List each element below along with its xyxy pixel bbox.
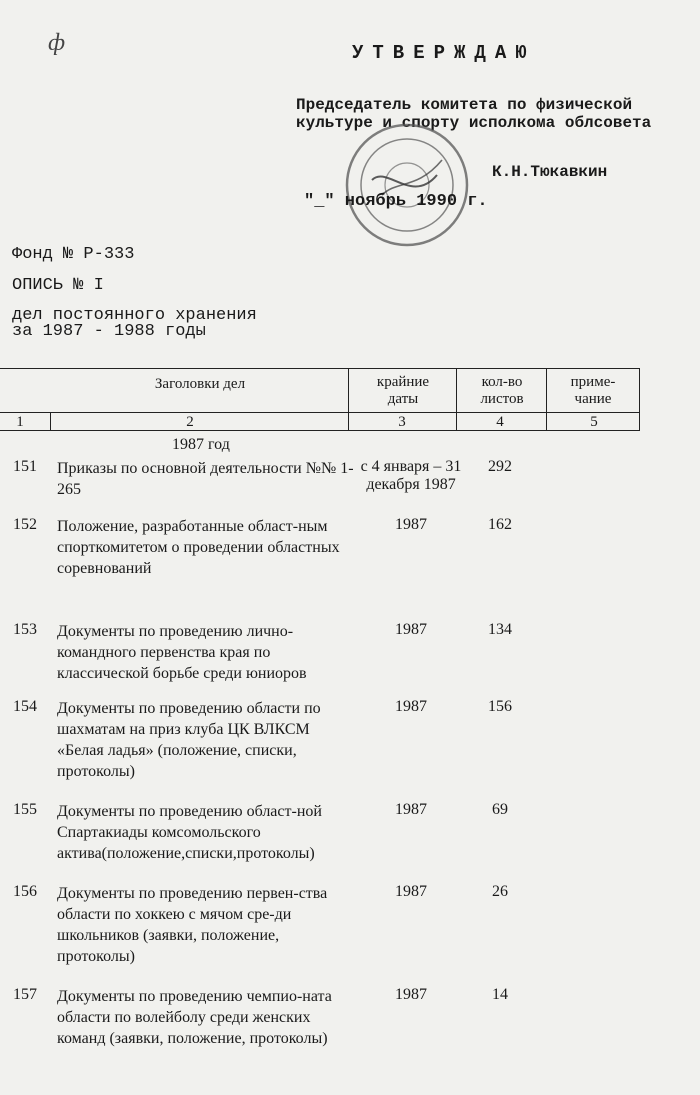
official-seal	[342, 120, 472, 250]
entry-title: Документы по проведению первен-ства области по хоккею с мячом сре-ди школьников (заявки, положение, протоколы)	[57, 885, 328, 965]
opis-number: ОПИСЬ № I	[12, 276, 104, 295]
signer-name: К.Н.Тюкавкин	[492, 163, 608, 181]
entry-title: Документы по проведению област-ной Спартакиады комсомольского актива(положение,списки,протоколы)	[57, 803, 322, 862]
entry-title: Документы по проведению чемпио-ната области по волейболу среди женских команд (заявки, положение, протоколы)	[57, 988, 332, 1047]
entry-dates: с 4 января – 31 декабря 1987	[360, 458, 462, 493]
entry-number: 156	[13, 883, 37, 900]
col-divider	[546, 368, 547, 430]
col-divider	[456, 368, 457, 430]
column-number-5: 5	[590, 414, 598, 430]
chairman-line-1: Председатель комитета по физической	[296, 96, 633, 114]
column-number-4: 4	[496, 414, 504, 430]
entry-sheets: 26	[492, 883, 508, 900]
entry-dates: 1987	[395, 698, 427, 715]
column-header-dates: крайние даты	[376, 374, 430, 407]
entry-title: Положение, разработанные област-ным спорткомитетом о проведении областных соревнований	[57, 518, 340, 577]
entry-number: 155	[13, 801, 37, 818]
entry-sheets: 134	[488, 621, 512, 638]
col-divider	[348, 368, 349, 430]
column-number-2: 2	[186, 414, 194, 430]
header-top-rule	[0, 368, 640, 369]
approval-date: "_" ноябрь 1990 г.	[304, 192, 488, 211]
entry-number: 152	[13, 516, 37, 533]
approve-heading: УТВЕРЖДАЮ	[352, 42, 536, 64]
corner-handwritten-mark: ф	[48, 30, 66, 56]
col-divider	[639, 368, 640, 430]
entry-sheets: 292	[488, 458, 512, 475]
header-mid-rule	[0, 412, 640, 413]
column-header-note: приме-чание	[570, 374, 616, 407]
entry-dates: 1987	[395, 883, 427, 900]
entry-dates: 1987	[395, 621, 427, 638]
records-description-line-1: дел постоянного хранения	[12, 306, 257, 325]
year-heading: 1987 год	[172, 436, 230, 453]
entry-title: Документы по проведению лично-командного первенства края по классической борьбе среди юниоров	[57, 623, 307, 682]
column-header-titles: Заголовки дел	[154, 376, 246, 392]
entry-number: 151	[13, 458, 37, 475]
chairman-line-2: культуре и спорту исполкома облсовета	[296, 114, 652, 132]
entry-number: 157	[13, 986, 37, 1003]
col-divider	[50, 412, 51, 430]
entry-number: 154	[13, 698, 37, 715]
header-bottom-rule	[0, 430, 640, 431]
entry-sheets: 69	[492, 801, 508, 818]
entry-sheets: 14	[492, 986, 508, 1003]
fond-number: Фонд № Р-333	[12, 245, 135, 264]
records-description-line-2: за 1987 - 1988 годы	[12, 322, 206, 341]
entry-title: Приказы по основной деятельности №№ 1-265	[57, 460, 354, 498]
column-number-1: 1	[16, 414, 24, 430]
entry-sheets: 156	[488, 698, 512, 715]
entry-dates: 1987	[395, 986, 427, 1003]
column-header-sheets: кол-во листов	[480, 374, 524, 407]
entry-dates: 1987	[395, 801, 427, 818]
entry-title: Документы по проведению области по шахматам на приз клуба ЦК ВЛКСМ «Белая ладья» (положение, списки, протоколы)	[57, 700, 321, 780]
entry-dates: 1987	[395, 516, 427, 533]
entry-number: 153	[13, 621, 37, 638]
column-number-3: 3	[398, 414, 406, 430]
entry-sheets: 162	[488, 516, 512, 533]
